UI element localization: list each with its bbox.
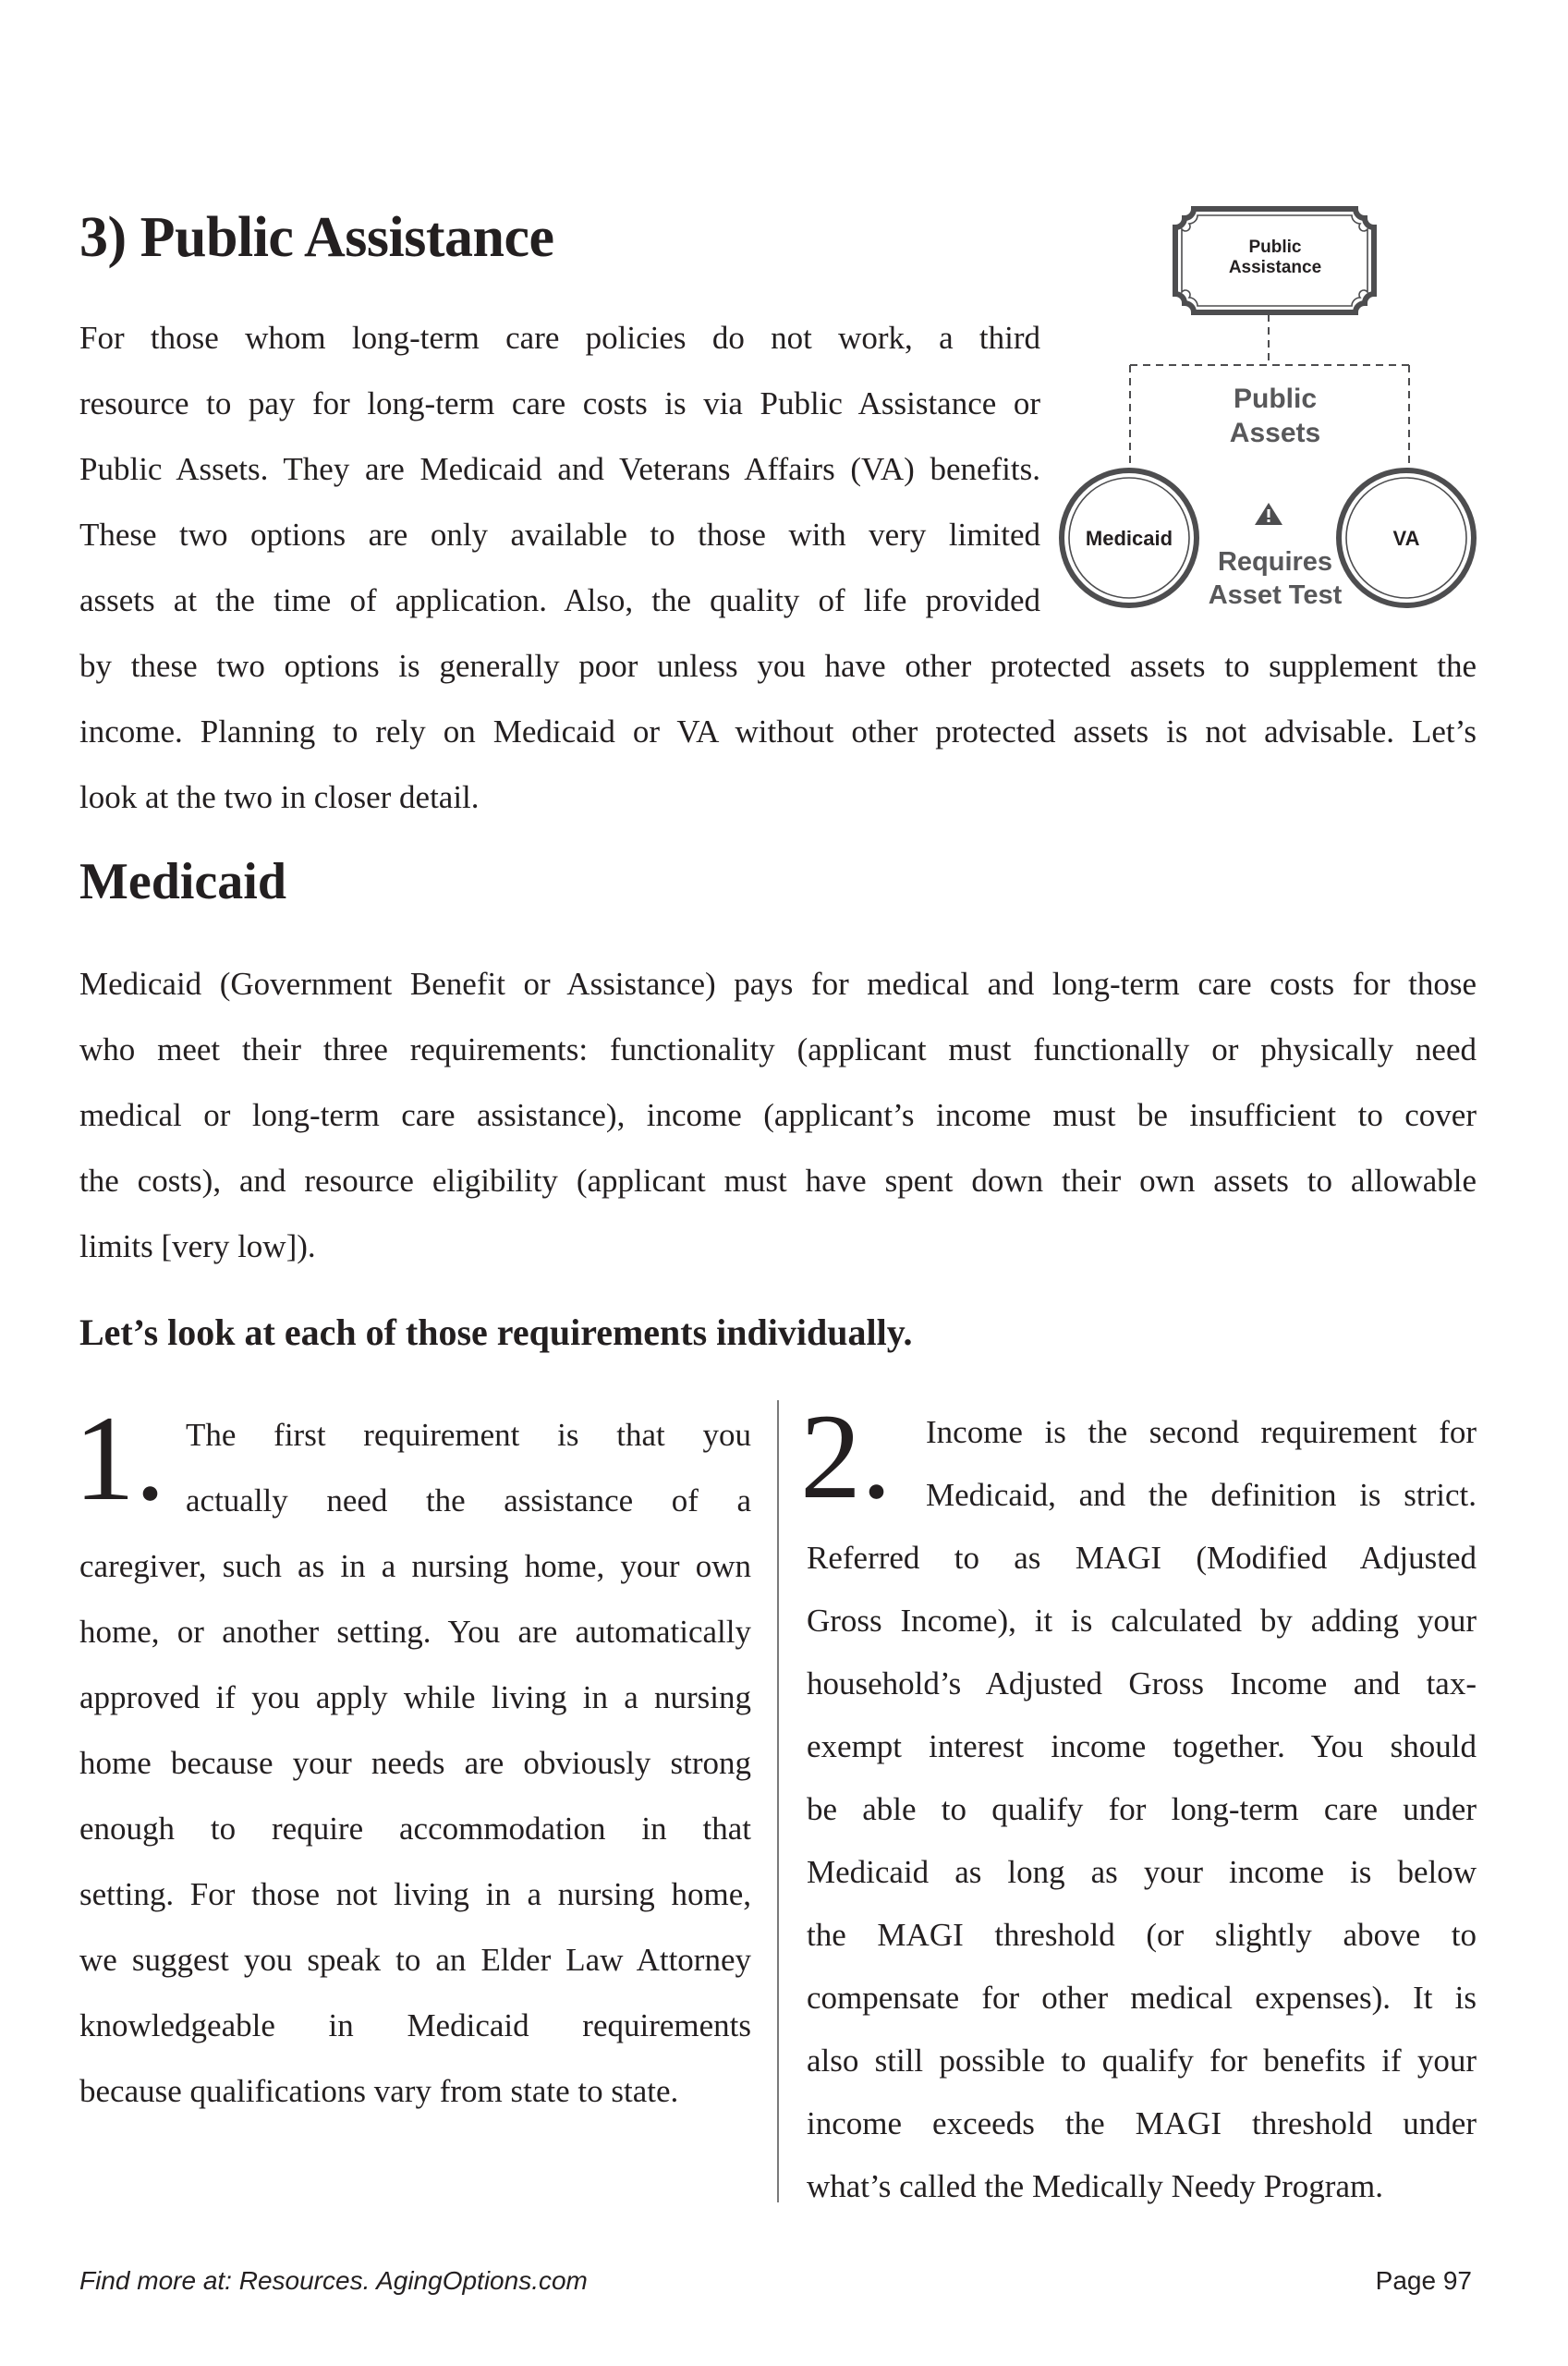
medicaid-line: limits [very low]).	[79, 1228, 316, 1264]
intro-line: For those whom long-term care policies do not work, a third	[79, 320, 1040, 356]
requirement-2-line: income exceeds the MAGI threshold under	[807, 2105, 1477, 2141]
requirement-2-line: compensate for other medical expenses). It is	[807, 1980, 1477, 2016]
requirement-1-line: knowledgeable in Medicaid requirements	[79, 2007, 751, 2043]
public-assets-label	[1183, 382, 1367, 450]
requirement-1-line: home because your needs are obviously strong	[79, 1745, 751, 1781]
intro-line: Public Assets. They are Medicaid and Veterans Affairs (VA) benefits.	[79, 451, 1040, 487]
requirement-1-number: 1.	[74, 1390, 165, 1526]
requirement-2-line: Medicaid as long as your income is below	[807, 1854, 1477, 1890]
requirement-2-line: what’s called the Medically Needy Program.	[807, 2168, 1383, 2204]
requirement-1-line: enough to require accommodation in that	[79, 1811, 751, 1847]
footer-resources-link[interactable]: Find more at: Resources. AgingOptions.com	[79, 2266, 588, 2295]
medicaid-line: who meet their three requirements: functionality (applicant must functionally or physically need	[79, 1031, 1477, 1067]
top-box-label	[1183, 238, 1367, 278]
requirement-2-line: the MAGI threshold (or slightly above to	[807, 1917, 1477, 1953]
page-number: Page 97	[1375, 2266, 1472, 2295]
intro-line: income. Planning to rely on Medicaid or VA without other protected assets is not advisable. Let’s	[79, 713, 1477, 750]
requirement-1-line: setting. For those not living in a nursing home,	[79, 1876, 751, 1912]
requirement-2-line: Referred to as MAGI (Modified Adjusted	[807, 1540, 1477, 1576]
medicaid-line: medical or long-term care assistance), income (applicant’s income must be insufficient to cover	[79, 1097, 1477, 1133]
intro-line: assets at the time of application. Also, the quality of life provided	[79, 582, 1040, 618]
requirement-1-line: approved if you apply while living in a nursing	[79, 1679, 751, 1715]
requirement-2-line: household’s Adjusted Gross Income and tax-	[807, 1665, 1477, 1701]
public-assistance-diagram	[1053, 185, 1497, 628]
requirement-2-line: Medicaid, and the definition is strict.	[926, 1477, 1477, 1513]
public-assets-line1: Public	[1233, 384, 1317, 414]
public-assets-line2: Assets	[1229, 418, 1321, 448]
intro-line: by these two options is generally poor unless you have other protected assets to supplement the	[79, 648, 1477, 684]
medicaid-line: Medicaid (Government Benefit or Assistance) pays for medical and long-term care costs for those	[79, 966, 1477, 1002]
requires-asset-test-label	[1183, 545, 1367, 612]
requirement-1-line: because qualifications vary from state to state.	[79, 2073, 679, 2109]
requires-line1: Requires	[1217, 547, 1333, 577]
requirement-1-line: home, or another setting. You are automatically	[79, 1614, 751, 1650]
intro-line: These two options are only available to those with very limited	[79, 517, 1040, 553]
requires-line2: Asset Test	[1208, 580, 1343, 610]
requirement-2-line: Gross Income), it is calculated by adding your	[807, 1603, 1477, 1639]
requirement-1-line: actually need the assistance of a	[186, 1482, 751, 1518]
requirement-2-number: 2.	[800, 1388, 892, 1524]
requirements-subheading: Let’s look at each of those requirements individually.	[79, 1311, 913, 1353]
requirement-2-line: Income is the second requirement for	[926, 1414, 1477, 1450]
medicaid-heading: Medicaid	[79, 853, 286, 910]
intro-line: look at the two in closer detail.	[79, 779, 480, 815]
top-box-label-line1: Public	[1248, 238, 1302, 257]
warning-triangle-icon	[1255, 503, 1282, 525]
requirement-2-line: exempt interest income together. You should	[807, 1728, 1477, 1764]
requirement-1-line: we suggest you speak to an Elder Law Attorney	[79, 1942, 751, 1978]
requirement-1-line: caregiver, such as in a nursing home, your own	[79, 1548, 751, 1584]
top-box-label-line2: Assistance	[1228, 258, 1322, 277]
medicaid-line: the costs), and resource eligibility (applicant must have spent down their own assets to allowable	[79, 1163, 1477, 1199]
column-divider	[777, 1400, 779, 2202]
va-node-label: VA	[1392, 527, 1420, 550]
requirement-2-line: also still possible to qualify for benefits if your	[807, 2043, 1477, 2079]
intro-line: resource to pay for long-term care costs is via Public Assistance or	[79, 385, 1040, 421]
requirement-1-line: The first requirement is that you	[186, 1417, 751, 1453]
section-title: 3) Public Assistance	[79, 206, 554, 269]
requirement-2-line: be able to qualify for long-term care under	[807, 1791, 1477, 1827]
medicaid-node-label: Medicaid	[1085, 527, 1173, 550]
